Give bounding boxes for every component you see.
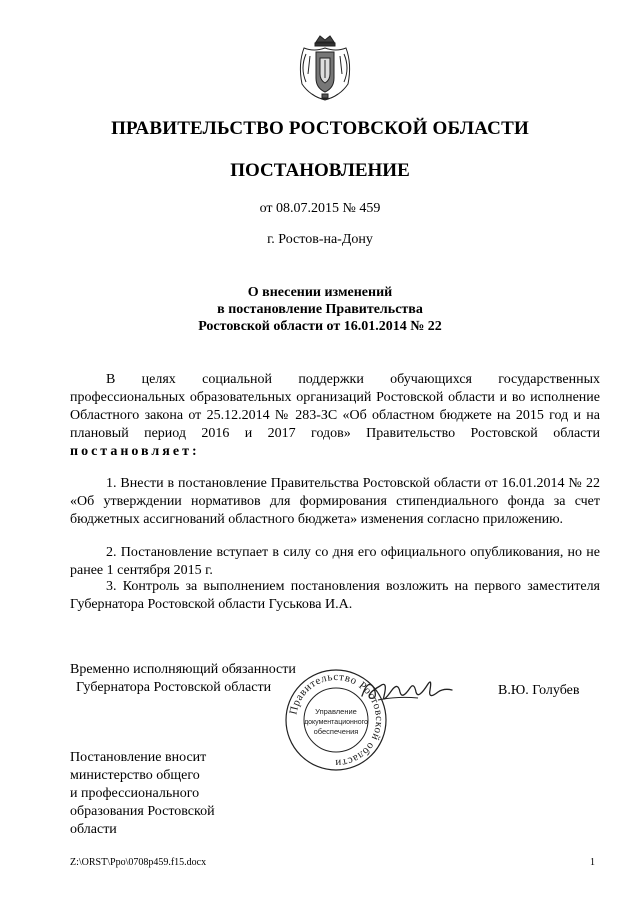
- resolves-keyword: постановляет:: [70, 444, 200, 459]
- rostov-oblast-coat-of-arms-icon: [296, 34, 354, 106]
- subject-line-3: Ростовской области от 16.01.2014 № 22: [198, 319, 442, 334]
- subject-line-2: в постановление Правительства: [217, 302, 423, 317]
- subject-line-1: О внесении изменений: [247, 285, 393, 300]
- position-line-2: Губернатора Ростовской области: [76, 680, 272, 695]
- position-line-1: Временно исполняющий обязанности: [70, 662, 296, 677]
- footer-page-number: 1: [590, 857, 595, 868]
- submitter-line-3: и профессионального: [70, 786, 200, 801]
- signatory-name: В.Ю. Голубев: [498, 683, 580, 698]
- handwritten-signature: [358, 674, 458, 708]
- submitter-line-4: образования Ростовской: [70, 804, 215, 819]
- stamp-center-line-1: Управление: [315, 707, 357, 716]
- submitter-line-2: министерство общего: [70, 768, 200, 783]
- decree-item-3: 3. Контроль за выполнением постановления возложить на первого заместителя Губернатора Ростовской области Гуськова И.А.: [70, 579, 600, 612]
- stamp-ring-text: Правительство Ростовской области: [287, 670, 386, 770]
- signatory-position: [70, 661, 296, 697]
- decree-item-2: 2. Постановление вступает в силу со дня его официального опубликования, но не ранее 1 сентября 2015 г.: [70, 545, 600, 578]
- submitter-line-5: области: [70, 822, 117, 837]
- stamp-center-line-3: обеспечения: [313, 727, 359, 736]
- document-type-title: ПОСТАНОВЛЕНИЕ: [230, 160, 410, 181]
- decree-subject: [0, 284, 640, 335]
- stamp-center-line-2: документационного: [304, 719, 368, 726]
- government-title: ПРАВИТЕЛЬСТВО РОСТОВСКОЙ ОБЛАСТИ: [111, 118, 529, 139]
- preamble-text: В целях социальной поддержки обучающихся государственных профессиональных образовательных организаций Ростовской области и во исполнение Областного закона от 25.12.2014 № 283-ЗС «Об областном бюджете на 2015 год и на плановый период 2016 и 2017 годов» Правительство Ростовской области: [70, 372, 600, 441]
- footer-file-path: Z:\ORST\Ppo\0708p459.f15.docx: [70, 857, 207, 868]
- submitter-line-1: Постановление вносит: [70, 750, 207, 765]
- submitter-block: [70, 749, 250, 839]
- preamble-paragraph: [70, 371, 600, 461]
- decree-date-number: от 08.07.2015 № 459: [259, 201, 381, 216]
- decree-item-1: 1. Внести в постановление Правительства Ростовской области от 16.01.2014 № 22 «Об утверждении нормативов для формирования стипендиального фонда за счет бюджетных ассигнований областного бюджета» изменения согласно приложению.: [70, 476, 600, 527]
- decree-city: г. Ростов-на-Дону: [267, 232, 373, 247]
